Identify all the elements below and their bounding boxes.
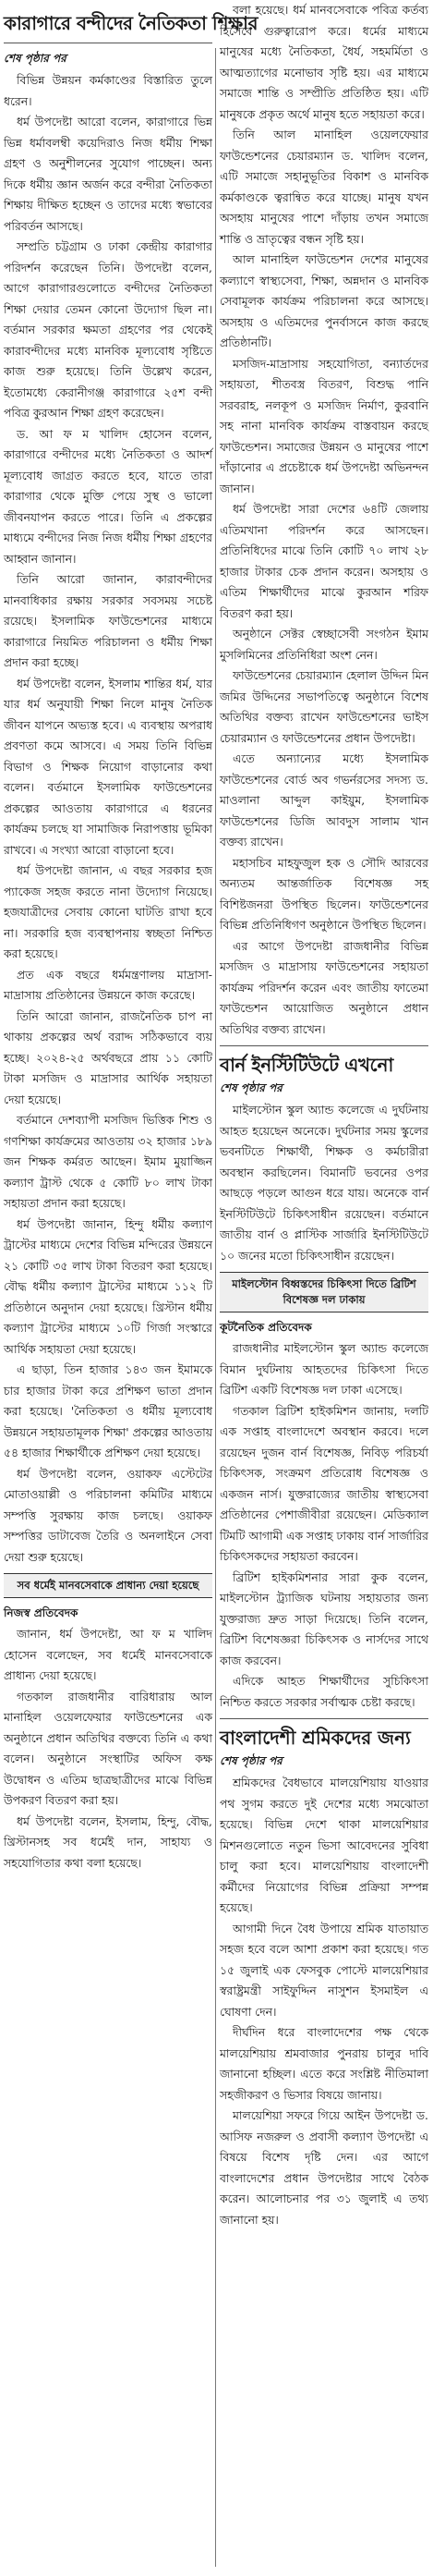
section-divider	[220, 1045, 428, 1046]
article-paragraph: এদিকে আহত শিক্ষার্থীদের সুচিকিৎসা নিশ্চিত করতে সরকার সর্বাত্মক চেষ্টা করছে।	[220, 1674, 428, 1709]
right-column	[220, 0, 428, 2576]
service-religion-callout: সব ধর্মেই মানবসেবাকে প্রাধান্য দেয়া হয়েছে	[4, 1573, 212, 1598]
article-paragraph: এর আগে উপদেষ্টা রাজধানীর বিভিন্ন মসজিদ ও মাদ্রাসায় ফাউন্ডেশনের সহায়তা কার্যক্রম পরিদর্শন করেন এবং জাতীয় ফাতেমা ফাউন্ডেশন আয়োজিত অনুষ্ঠানে প্রধান অতিথির বক্তব্য রাখেন।	[220, 938, 428, 1036]
column-divider	[215, 48, 216, 2567]
continued-kicker: শেষ পৃষ্ঠার পর	[220, 1081, 283, 1094]
article-paragraph: তিনি আরো জানান, রাজনৈতিক চাপ না থাকায় প্রকল্পের অর্থ বরাদ্দ সঠিকভাবে ব্যয় হচ্ছে। ২০২৪-২৫ অর্থবছরে প্রায় ১১ কোটি টাকা মসজিদ ও মাদ্রাসার আর্থিক সহায়তা দেয়া হয়েছে।	[4, 1008, 212, 1106]
article-paragraph: মাইলস্টোন স্কুল অ্যান্ড কলেজে এ দুর্ঘটনায় আহত হয়েছেন অনেকে। দুর্ঘটনার সময় স্কুলের ভবনটিতে শিক্ষার্থী, শিক্ষক ও কর্মচারীরা অবস্থান করছিলেন। বিমানটি ভবনের ওপর আছড়ে পড়লে আগুন ধরে যায়। অনেকে বার্ন ইনস্টিটিউটে চিকিৎসাধীন রয়েছেন। বর্তমানে জাতীয় বার্ন ও প্লাস্টিক সার্জারি ইনস্টিটিউটে ১০ জনের মতো চিকিৎসাধীন রয়েছেন।	[220, 1103, 428, 1263]
burn-institute-headline: বার্ন ইনস্টিটিউটে এখনো	[220, 1054, 393, 1076]
article-paragraph: ধর্ম উপদেষ্টা বলেন, ওয়াকফ এস্টেটের মোতাওয়াল্লী ও পরিচালনা কমিটির মাধ্যমে সম্পত্তি সুরক্ষায় কাজ চলছে। ওয়াকফ সম্পত্তির ডাটাবেজ তৈরি ও অনলাইনে সেবা দেয়া শুরু হয়েছে।	[4, 1466, 212, 1564]
article-paragraph: গতকাল ব্রিটিশ হাইকমিশন জানায়, দলটি এক সপ্তাহ বাংলাদেশে অবস্থান করবে। দলে রয়েছেন দুজন বার্ন বিশেষজ্ঞ, নিবিড় পরিচর্যা চিকিৎসক, সংক্রমণ প্রতিরোধ বিশেষজ্ঞ ও একজন নার্স। যুক্তরাজ্যের জাতীয় স্বাস্থ্যসেবা প্রতিষ্ঠানের পেশাজীবীরা রয়েছেন। মেডিক্যাল টিমটি আগামী এক সপ্তাহ ঢাকায় বার্ন সার্জারির চিকিৎসকদের সহায়তা করবেন।	[220, 1403, 428, 1563]
article-paragraph: এ ছাড়া, তিন হাজার ১৪৩ জন ইমামকে চার হাজার টাকা করে প্রশিক্ষণ ভাতা প্রদান করা হয়েছে। 'নৈতিকতা ও ধর্মীয় মূল্যবোধ উন্নয়নে সহায়তামূলক শিক্ষা' প্রকল্পের আওতায় ৫৪ হাজার শিক্ষার্থীকে প্রশিক্ষণ দেয়া হয়েছে।	[4, 1362, 212, 1459]
article-paragraph: অনুষ্ঠানে সেক্টর স্বেচ্ছাসেবী সংগঠন ইমাম মুসলিমিনের প্রতিনিধিরা অংশ নেন।	[220, 627, 428, 662]
article-paragraph: ধর্ম উপদেষ্টা সারা দেশের ৬৪টি জেলায় এতিমখানা পরিদর্শন করে আসছেন। প্রতিনিধিদের মাঝে তিনি কোটি ৭০ লাখ ২৮ হাজার টাকার চেক প্রদান করেন। অসহায় ও এতিম শিক্ষার্থীদের মাঝে কুরআন শরিফ বিতরণ করা হয়।	[220, 502, 428, 620]
article-paragraph: দীর্ঘদিন ধরে বাংলাদেশের পক্ষ থেকে মালয়েশিয়ায় শ্রমবাজার পুনরায় চালুর দাবি জানানো হচ্ছিল। এতে করে সংশ্লিষ্ট নীতিমালা সহজীকরণ ও ভিসার বিষয়ে জানায়।	[220, 2025, 428, 2102]
article-paragraph: ধর্ম উপদেষ্টা আরো বলেন, কারাগারে ভিন্ন ভিন্ন ধর্মাবলম্বী কয়েদিরাও নিজ ধর্মীয় শিক্ষা গ্রহণ ও অনুশীলনের সুযোগ পাচ্ছেন। অন্য দিকে ধর্মীয় জ্ঞান অর্জন করে বন্দীরা নৈতিকতা শিক্ষায় দীক্ষিত হচ্ছেন ও তাদের মধ্যে স্বভাবের পরিবর্তন আসছে।	[4, 115, 212, 233]
article-paragraph: প্রত এক বছরে ধর্মমন্ত্রণালয় মাদ্রাসা-মাদ্রাসায় প্রতিষ্ঠানের উন্নয়নে কাজ করেছে।	[4, 967, 212, 1002]
article-paragraph: ধর্ম উপদেষ্টা জানান, এ বছর সরকার হজ প্যাকেজ সহজ করতে নানা উদ্যোগ নিয়েছে। হজযাত্রীদের সেবায় কোনো ঘাটতি রাখা হবে না। সরকারি হজ ব্যবস্থাপনায় স্বচ্ছতা নিশ্চিত করা হয়েছে।	[4, 863, 212, 960]
continued-kicker: শেষ পৃষ্ঠার পর	[4, 52, 66, 65]
article-paragraph: জানান, ধর্ম উপদেষ্টা, আ ফ ম খালিদ হোসেন বলেছেন, সব ধর্মেই মানবসেবাকে প্রাধান্য দেয়া হয়েছে।	[4, 1627, 212, 1682]
article-paragraph: আল মানাহিল ফাউন্ডেশন দেশের মানুষের কল্যাণে স্বাস্থ্যসেবা, শিক্ষা, অন্নদান ও মানবিক সেবামূলক কার্যক্রম পরিচালনা করে আসছে। অসহায় ও এতিমদের পুনর্বাসনে কাজ করছে প্রতিষ্ঠানটি।	[220, 252, 428, 349]
reporter-byline: কূটনৈতিক প্রতিবেদক	[220, 1321, 312, 1334]
article-paragraph: আগামী দিনে বৈধ উপায়ে শ্রমিক যাতায়াত সহজ হবে বলে আশা প্রকাশ করা হয়েছে। গত ১৫ জুলাই এক ফেসবুক পোস্টে মালয়েশিয়ার স্বরাষ্ট্রমন্ত্রী সাইফুদ্দিন নাসুশন ইসমাইল এ ঘোষণা দেন।	[220, 1921, 428, 2019]
continued-kicker: শেষ পৃষ্ঠার পর	[220, 1754, 283, 1767]
article-paragraph: রাজধানীর মাইলস্টোন স্কুল অ্যান্ড কলেজে বিমান দুর্ঘটনায় আহতদের চিকিৎসা দিতে ব্রিটিশ একটি বিশেষজ্ঞ দল ঢাকা এসেছে।	[220, 1341, 428, 1397]
article-paragraph: এতে অন্যান্যের মধ্যে ইসলামিক ফাউন্ডেশনের বোর্ড অব গভর্নরসের সদস্য ড. মাওলানা আব্দুল কাইয়ুম, ইসলামিক ফাউন্ডেশনের ডিজি আবদুস সালাম খান বক্তব্য রাখেন।	[220, 751, 428, 848]
article-paragraph: মহাসচিব মাহফুজুল হক ও সৌদি আরবের অন্যতম আন্তর্জাতিক বিশেষজ্ঞ সহ বিশিষ্টজনরা উপস্থিত ছিলেন। ফাউন্ডেশনের বিভিন্ন প্রতিনিধিগণ অনুষ্ঠানে উপস্থিত ছিলেন।	[220, 855, 428, 932]
article-paragraph: ড. আ ফ ম খালিদ হোসেন বলেন, কারাগারে বন্দীদের মধ্যে নৈতিকতা ও আদর্শ মূল্যবোধ জাগ্রত করতে হবে, যাতে তারা কারাগার থেকে মুক্তি পেয়ে সুস্থ ও ভালো জীবনযাপন করতে পারে। তিনি এ প্রকল্পের মাধ্যমে বন্দীদের নিজ নিজ ধর্মীয় শিক্ষা গ্রহণের আহ্বান জানান।	[4, 426, 212, 566]
article-paragraph: তিনি আরো জানান, কারাবন্দীদের মানবাধিকার রক্ষায় সরকার সবসময় সচেষ্ট রয়েছে। ইসলামিক ফাউন্ডেশনের মাধ্যমে কারাগারে নিয়মিত পরিচালনা ও ধর্মীয় শিক্ষা প্রদান করা হচ্ছে।	[4, 572, 212, 669]
article-paragraph: মসজিদ-মাদ্রাসায় সহযোগিতা, বন্যার্তদের সহায়তা, শীতবস্ত্র বিতরণ, বিশুদ্ধ পানি সরবরাহ, নলকূপ ও মসজিদ নির্মাণ, কুরবানি সহ নানা মানবিক কার্যক্রম বাস্তবায়ন করছে ফাউন্ডেশন। সমাজের উন্নয়ন ও মানুষের পাশে দাঁড়ানোর এ প্রচেষ্টাকে ধর্ম উপদেষ্টা অভিনন্দন জানান।	[220, 356, 428, 495]
left-column	[4, 48, 212, 2576]
article-paragraph: ধর্ম উপদেষ্টা বলেন, ইসলাম শান্তির ধর্ম, যার যার ধর্ম অনুযায়ী শিক্ষা নিলে মানুষ নৈতিক জীবন যাপনে অভ্যস্ত হবে। এ ব্যবস্থায় অপরাধ প্রবণতা কমে আসবে। এ সময় তিনি বিভিন্ন বিভাগ ও শিক্ষক নিয়োগ বাড়ানোর কথা বলেন। বর্তমানে ইসলামিক ফাউন্ডেশনের প্রকল্পের আওতায় কারাগারে এ ধরনের কার্যক্রম চলছে যা সামাজিক নিরাপত্তায় ভূমিকা রাখবে। এ সংখ্যা আরো বাড়ানো হবে।	[4, 676, 212, 857]
article-paragraph: বর্তমানে দেশব্যাপী মসজিদ ভিত্তিক শিশু ও গণশিক্ষা কার্যক্রমের আওতায় ৩২ হাজার ১৮৯ জন শিক্ষক কর্মরত আছেন। ইমাম মুয়াজ্জিন কল্যাণ ট্রাস্ট থেকে ৫ কোটি ৮০ লাখ টাকা সহায়তা প্রদান করা হয়েছে।	[4, 1113, 212, 1210]
article-paragraph: শ্রমিকদের বৈধভাবে মালয়েশিয়ায় যাওয়ার পথ সুগম করতে দুই দেশের মধ্যে সমঝোতা হয়েছে। বিভিন্ন দেশে থাকা মালয়েশিয়ার মিশনগুলোতে নতুন ভিসা আবেদনের সুবিধা চালু করা হবে। মালয়েশিয়ায় বাংলাদেশী কর্মীদের নিয়োগের বিভিন্ন প্রক্রিয়া সম্পন্ন হয়েছে।	[220, 1776, 428, 1914]
british-team-callout: মাইলস্টোন বিধ্বস্তদের চিকিৎসা দিতে ব্রিটিশ বিশেষজ্ঞ দল ঢাকায়	[220, 1272, 428, 1312]
article-paragraph: গতকাল রাজধানীর বারিধারায় আল মানাহিল ওয়েলফেয়ার ফাউন্ডেশনের এক অনুষ্ঠানে প্রধান অতিথির বক্তব্যে তিনি এ কথা বলেন। অনুষ্ঠানে সংস্থাটির অফিস কক্ষ উদ্বোধন ও এতিম ছাত্রছাত্রীদের মাঝে বিভিন্ন উপকরণ বিতরণ করা হয়।	[4, 1689, 212, 1807]
article-paragraph: সম্প্রতি চট্টগ্রাম ও ঢাকা কেন্দ্রীয় কারাগার পরিদর্শন করেছেন তিনি। উপদেষ্টা বলেন, আগে কারাগারগুলোতে বন্দীদের নৈতিকতা শিক্ষা দেয়ার তেমন কোনো উদ্যোগ ছিল না। বর্তমান সরকার ক্ষমতা গ্রহণের পর থেকেই কারাবন্দীদের মধ্যে মানবিক মূল্যবোধ সৃষ্টিতে কাজ শুরু হয়েছে। তিনি উল্লেখ করেন, ইতোমধ্যে কেরানীগঞ্জ কারাগারে ২৫শ বন্দী পবিত্র কুরআন শিক্ষা গ্রহণ করেছেন।	[4, 239, 212, 420]
article-paragraph: বিভিন্ন উন্নয়ন কর্মকাণ্ডের বিস্তারিত তুলে ধরেন।	[4, 73, 212, 108]
burn-institute-article	[220, 1052, 428, 1713]
reporter-byline: নিজস্ব প্রতিবেদক	[4, 1606, 78, 1619]
article-paragraph: ধর্ম উপদেষ্টা বলেন, ইসলাম, হিন্দু, বৌদ্ধ, খ্রিস্টানসহ সব ধর্মেই দান, সাহায্য ও সহযোগিতার কথা বলা হয়েছে।	[4, 1813, 212, 1870]
section-divider	[220, 1718, 428, 1719]
migrant-workers-article	[220, 1725, 428, 2230]
article-paragraph: ফাউন্ডেশনের চেয়ারম্যান হেলাল উদ্দিন মিন জমির উদ্দিনের সভাপতিত্বে অনুষ্ঠানে বিশেষ অতিথির বক্তব্য রাখেন ফাউন্ডেশনের ভাইস চেয়ারম্যান ও ফাউন্ডেশনের প্রধান উপদেষ্টা।	[220, 668, 428, 745]
article-paragraph: বলা হয়েছে। ধর্ম মানবসেবাকে পবিত্র কর্তব্য হিসেবে গুরুত্বারোপ করে। ধর্মের মাধ্যমে মানুষের মধ্যে নৈতিকতা, ধৈর্য, সহমর্মিতা ও আত্মত্যাগের মনোভাব সৃষ্টি হয়। এর মাধ্যমে সমাজে শান্তি ও সম্প্রীতি প্রতিষ্ঠিত হয়। এটি মানুষকে প্রকৃত অর্থে মানুষ হতে সহায়তা করে।	[220, 3, 428, 121]
migrant-workers-headline: বাংলাদেশী শ্রমিকদের জন্য	[220, 1727, 411, 1749]
article-paragraph: তিনি আল মানাহিল ওয়েলফেয়ার ফাউন্ডেশনের চেয়ারম্যান ড. খালিদ বলেন, এটি সমাজে সহানুভূতির বিকাশ ও মানবিক কর্মকাণ্ডকে ত্বরান্বিত করে যাচ্ছে। মানুষ যখন অসহায় মানুষের পাশে দাঁড়ায় তখন সমাজে শান্তি ও ভ্রাতৃত্বের বন্ধন সৃষ্টি হয়।	[220, 128, 428, 246]
article-paragraph: মালয়েশিয়া সফরে গিয়ে আইন উপদেষ্টা ড. আসিফ নজরুল ও প্রবাসী কল্যাণ উপদেষ্টা এ বিষয়ে বিশেষ দৃষ্টি দেন। এর আগে বাংলাদেশের প্রধান উপদেষ্টার সাথে বৈঠক করেন। আলোচনার পর ৩১ জুলাই এ তথ্য জানানো হয়।	[220, 2108, 428, 2227]
article-paragraph: ধর্ম উপদেষ্টা জানান, হিন্দু ধর্মীয় কল্যাণ ট্রাস্টের মাধ্যমে দেশের বিভিন্ন মন্দিরের উন্নয়নে ২১ কোটি ৩৫ লাখ টাকা বিতরণ করা হয়েছে। বৌদ্ধ ধর্মীয় কল্যাণ ট্রাস্টের মাধ্যমে ১১২ টি প্রতিষ্ঠানে অনুদান দেয়া হয়েছে। খ্রিস্টান ধর্মীয় কল্যাণ ট্রাস্টের মাধ্যমে ১০টি গির্জা সংস্কারে আর্থিক সহায়তা দেয়া হয়েছে।	[4, 1216, 212, 1356]
prison-ethics-headline: কারাগারে বন্দীদের নৈতিকতা শিক্ষার	[4, 4, 212, 43]
article-paragraph: ব্রিটিশ হাইকমিশনার সারা কুক বলেন, মাইলস্টোন ট্র্যাজিক ঘটনায় সহায়তার জন্য যুক্তরাজ্য দ্রুত সাড়া দিয়েছে। তিনি বলেন, ব্রিটিশ বিশেষজ্ঞরা চিকিৎসক ও নার্সদের সাথে কাজ করবেন।	[220, 1569, 428, 1667]
